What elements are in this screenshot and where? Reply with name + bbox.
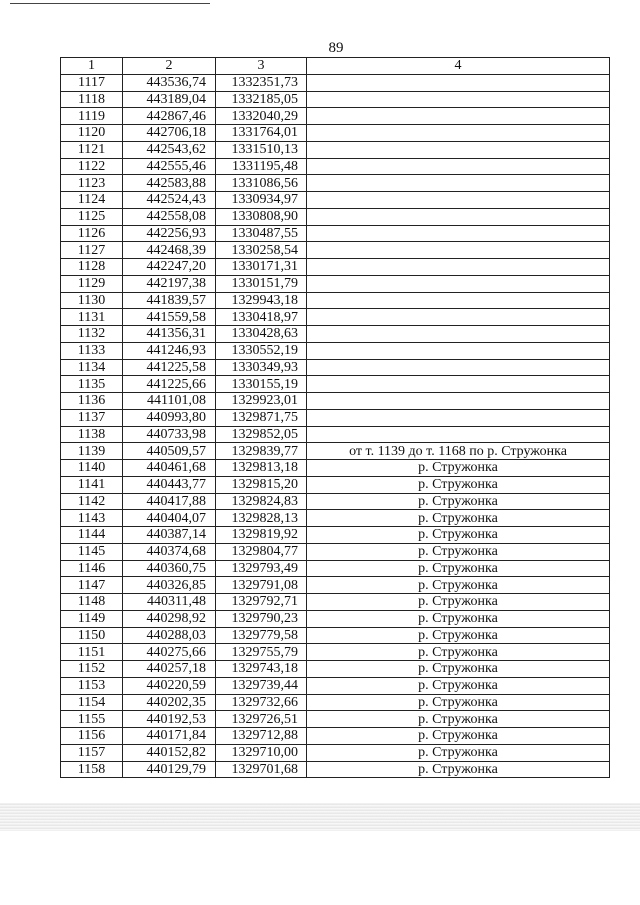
description-cell: р. Стружонка: [307, 744, 610, 761]
y-coordinate-cell: 1329871,75: [216, 409, 307, 426]
description-cell: [307, 259, 610, 276]
description-cell: [307, 158, 610, 175]
x-coordinate-cell: 440326,85: [123, 577, 216, 594]
point-number-cell: 1127: [61, 242, 123, 259]
table-row: [61, 527, 610, 544]
table-row: [61, 426, 610, 443]
description-cell: [307, 242, 610, 259]
y-coordinate-cell: 1330171,31: [216, 259, 307, 276]
point-number-cell: 1146: [61, 560, 123, 577]
x-coordinate-cell: 441101,08: [123, 393, 216, 410]
table-row: [61, 677, 610, 694]
x-coordinate-cell: 440171,84: [123, 728, 216, 745]
y-coordinate-cell: 1330349,93: [216, 359, 307, 376]
table-row: [61, 309, 610, 326]
x-coordinate-cell: 442197,38: [123, 275, 216, 292]
table-body: [61, 74, 610, 778]
point-number-cell: 1130: [61, 292, 123, 309]
point-number-cell: 1144: [61, 527, 123, 544]
table-row: [61, 275, 610, 292]
point-number-cell: 1142: [61, 493, 123, 510]
table-row: [61, 610, 610, 627]
x-coordinate-cell: 442524,43: [123, 192, 216, 209]
description-cell: [307, 192, 610, 209]
table-row: [61, 460, 610, 477]
header-point-number: 1: [61, 58, 123, 75]
table-row: [61, 493, 610, 510]
x-coordinate-cell: 442555,46: [123, 158, 216, 175]
y-coordinate-cell: 1329819,92: [216, 527, 307, 544]
x-coordinate-cell: 440387,14: [123, 527, 216, 544]
x-coordinate-cell: 440443,77: [123, 476, 216, 493]
x-coordinate-cell: 440404,07: [123, 510, 216, 527]
point-number-cell: 1149: [61, 610, 123, 627]
description-cell: [307, 342, 610, 359]
table-header-row: [61, 58, 610, 75]
x-coordinate-cell: 442706,18: [123, 125, 216, 142]
x-coordinate-cell: 441839,57: [123, 292, 216, 309]
table-row: [61, 242, 610, 259]
description-cell: р. Стружонка: [307, 527, 610, 544]
table-row: [61, 175, 610, 192]
table-row: [61, 543, 610, 560]
x-coordinate-cell: 440192,53: [123, 711, 216, 728]
y-coordinate-cell: 1329815,20: [216, 476, 307, 493]
x-coordinate-cell: 440288,03: [123, 627, 216, 644]
description-cell: [307, 309, 610, 326]
description-cell: [307, 175, 610, 192]
y-coordinate-cell: 1330552,19: [216, 342, 307, 359]
table-row: [61, 644, 610, 661]
table-row: [61, 661, 610, 678]
x-coordinate-cell: 440220,59: [123, 677, 216, 694]
x-coordinate-cell: 440298,92: [123, 610, 216, 627]
point-number-cell: 1123: [61, 175, 123, 192]
point-number-cell: 1118: [61, 91, 123, 108]
description-cell: р. Стружонка: [307, 510, 610, 527]
point-number-cell: 1122: [61, 158, 123, 175]
description-cell: р. Стружонка: [307, 594, 610, 611]
y-coordinate-cell: 1329755,79: [216, 644, 307, 661]
y-coordinate-cell: 1329712,88: [216, 728, 307, 745]
y-coordinate-cell: 1329828,13: [216, 510, 307, 527]
table-row: [61, 627, 610, 644]
y-coordinate-cell: 1329793,49: [216, 560, 307, 577]
x-coordinate-cell: 440129,79: [123, 761, 216, 778]
description-cell: от т. 1139 до т. 1168 по р. Стружонка: [307, 443, 610, 460]
point-number-cell: 1131: [61, 309, 123, 326]
table-row: [61, 225, 610, 242]
table-row: [61, 74, 610, 91]
y-coordinate-cell: 1329779,58: [216, 627, 307, 644]
point-number-cell: 1141: [61, 476, 123, 493]
point-number-cell: 1154: [61, 694, 123, 711]
x-coordinate-cell: 442543,62: [123, 141, 216, 158]
table-row: [61, 744, 610, 761]
x-coordinate-cell: 441225,58: [123, 359, 216, 376]
table-row: [61, 192, 610, 209]
description-cell: р. Стружонка: [307, 560, 610, 577]
point-number-cell: 1155: [61, 711, 123, 728]
point-number-cell: 1139: [61, 443, 123, 460]
description-cell: [307, 125, 610, 142]
y-coordinate-cell: 1331086,56: [216, 175, 307, 192]
y-coordinate-cell: 1329923,01: [216, 393, 307, 410]
point-number-cell: 1143: [61, 510, 123, 527]
x-coordinate-cell: 443189,04: [123, 91, 216, 108]
point-number-cell: 1136: [61, 393, 123, 410]
description-cell: [307, 208, 610, 225]
y-coordinate-cell: 1331764,01: [216, 125, 307, 142]
y-coordinate-cell: 1330155,19: [216, 376, 307, 393]
description-cell: р. Стружонка: [307, 728, 610, 745]
description-cell: р. Стружонка: [307, 493, 610, 510]
table-row: [61, 393, 610, 410]
point-number-cell: 1137: [61, 409, 123, 426]
point-number-cell: 1121: [61, 141, 123, 158]
x-coordinate-cell: 440152,82: [123, 744, 216, 761]
point-number-cell: 1152: [61, 661, 123, 678]
y-coordinate-cell: 1329791,08: [216, 577, 307, 594]
point-number-cell: 1119: [61, 108, 123, 125]
x-coordinate-cell: 442558,08: [123, 208, 216, 225]
table-row: [61, 560, 610, 577]
point-number-cell: 1150: [61, 627, 123, 644]
description-cell: [307, 376, 610, 393]
x-coordinate-cell: 442468,39: [123, 242, 216, 259]
y-coordinate-cell: 1331510,13: [216, 141, 307, 158]
y-coordinate-cell: 1332185,05: [216, 91, 307, 108]
x-coordinate-cell: 441246,93: [123, 342, 216, 359]
x-coordinate-cell: 440461,68: [123, 460, 216, 477]
y-coordinate-cell: 1332040,29: [216, 108, 307, 125]
point-number-cell: 1135: [61, 376, 123, 393]
point-number-cell: 1156: [61, 728, 123, 745]
description-cell: р. Стружонка: [307, 577, 610, 594]
y-coordinate-cell: 1332351,73: [216, 74, 307, 91]
description-cell: [307, 409, 610, 426]
point-number-cell: 1128: [61, 259, 123, 276]
x-coordinate-cell: 440360,75: [123, 560, 216, 577]
x-coordinate-cell: 442247,20: [123, 259, 216, 276]
point-number-cell: 1124: [61, 192, 123, 209]
x-coordinate-cell: 440733,98: [123, 426, 216, 443]
x-coordinate-cell: 440275,66: [123, 644, 216, 661]
scan-artifact: [0, 803, 640, 831]
y-coordinate-cell: 1329739,44: [216, 677, 307, 694]
y-coordinate-cell: 1329852,05: [216, 426, 307, 443]
x-coordinate-cell: 442583,88: [123, 175, 216, 192]
table-row: [61, 108, 610, 125]
y-coordinate-cell: 1329813,18: [216, 460, 307, 477]
x-coordinate-cell: 440202,35: [123, 694, 216, 711]
y-coordinate-cell: 1329804,77: [216, 543, 307, 560]
header-y-coordinate: 3: [216, 58, 307, 75]
description-cell: [307, 91, 610, 108]
y-coordinate-cell: 1329943,18: [216, 292, 307, 309]
table-row: [61, 761, 610, 778]
header-description: 4: [307, 58, 610, 75]
table-row: [61, 694, 610, 711]
description-cell: р. Стружонка: [307, 460, 610, 477]
point-number-cell: 1145: [61, 543, 123, 560]
description-cell: [307, 275, 610, 292]
table-row: [61, 208, 610, 225]
description-cell: [307, 108, 610, 125]
table-row: [61, 376, 610, 393]
table-row: [61, 259, 610, 276]
table-row: [61, 342, 610, 359]
description-cell: р. Стружонка: [307, 661, 610, 678]
table-row: [61, 91, 610, 108]
y-coordinate-cell: 1329732,66: [216, 694, 307, 711]
point-number-cell: 1151: [61, 644, 123, 661]
point-number-cell: 1147: [61, 577, 123, 594]
table-row: [61, 510, 610, 527]
point-number-cell: 1148: [61, 594, 123, 611]
description-cell: [307, 292, 610, 309]
x-coordinate-cell: 441559,58: [123, 309, 216, 326]
point-number-cell: 1158: [61, 761, 123, 778]
description-cell: [307, 326, 610, 343]
y-coordinate-cell: 1329792,71: [216, 594, 307, 611]
description-cell: р. Стружонка: [307, 610, 610, 627]
point-number-cell: 1138: [61, 426, 123, 443]
y-coordinate-cell: 1329726,51: [216, 711, 307, 728]
x-coordinate-cell: 441225,66: [123, 376, 216, 393]
point-number-cell: 1117: [61, 74, 123, 91]
x-coordinate-cell: 440509,57: [123, 443, 216, 460]
y-coordinate-cell: 1329743,18: [216, 661, 307, 678]
y-coordinate-cell: 1330487,55: [216, 225, 307, 242]
description-cell: р. Стружонка: [307, 694, 610, 711]
y-coordinate-cell: 1331195,48: [216, 158, 307, 175]
point-number-cell: 1134: [61, 359, 123, 376]
description-cell: [307, 393, 610, 410]
y-coordinate-cell: 1330428,63: [216, 326, 307, 343]
description-cell: р. Стружонка: [307, 677, 610, 694]
description-cell: р. Стружонка: [307, 711, 610, 728]
y-coordinate-cell: 1329790,23: [216, 610, 307, 627]
description-cell: [307, 359, 610, 376]
x-coordinate-cell: 443536,74: [123, 74, 216, 91]
description-cell: р. Стружонка: [307, 543, 610, 560]
table-row: [61, 728, 610, 745]
point-number-cell: 1129: [61, 275, 123, 292]
table-row: [61, 409, 610, 426]
table-row: [61, 577, 610, 594]
x-coordinate-cell: 442867,46: [123, 108, 216, 125]
x-coordinate-cell: 441356,31: [123, 326, 216, 343]
description-cell: р. Стружонка: [307, 761, 610, 778]
point-number-cell: 1120: [61, 125, 123, 142]
point-number-cell: 1153: [61, 677, 123, 694]
page-number: 89: [328, 40, 344, 56]
table-row: [61, 141, 610, 158]
table-row: [61, 292, 610, 309]
x-coordinate-cell: 440257,18: [123, 661, 216, 678]
point-number-cell: 1126: [61, 225, 123, 242]
y-coordinate-cell: 1330418,97: [216, 309, 307, 326]
description-cell: р. Стружонка: [307, 644, 610, 661]
header-x-coordinate: 2: [123, 58, 216, 75]
y-coordinate-cell: 1330258,54: [216, 242, 307, 259]
point-number-cell: 1133: [61, 342, 123, 359]
y-coordinate-cell: 1329824,83: [216, 493, 307, 510]
y-coordinate-cell: 1330934,97: [216, 192, 307, 209]
description-cell: [307, 225, 610, 242]
table-row: [61, 359, 610, 376]
top-rule: [10, 3, 210, 4]
table-row: [61, 594, 610, 611]
description-cell: р. Стружонка: [307, 476, 610, 493]
y-coordinate-cell: 1329710,00: [216, 744, 307, 761]
point-number-cell: 1125: [61, 208, 123, 225]
description-cell: [307, 141, 610, 158]
x-coordinate-cell: 440993,80: [123, 409, 216, 426]
point-number-cell: 1140: [61, 460, 123, 477]
y-coordinate-cell: 1329839,77: [216, 443, 307, 460]
coordinates-table: [60, 57, 610, 778]
table-row: [61, 125, 610, 142]
table-row: [61, 326, 610, 343]
description-cell: [307, 74, 610, 91]
y-coordinate-cell: 1329701,68: [216, 761, 307, 778]
x-coordinate-cell: 442256,93: [123, 225, 216, 242]
x-coordinate-cell: 440311,48: [123, 594, 216, 611]
point-number-cell: 1132: [61, 326, 123, 343]
table-row: [61, 158, 610, 175]
table-row: [61, 476, 610, 493]
description-cell: р. Стружонка: [307, 627, 610, 644]
table-row: [61, 711, 610, 728]
y-coordinate-cell: 1330808,90: [216, 208, 307, 225]
y-coordinate-cell: 1330151,79: [216, 275, 307, 292]
table-row: [61, 443, 610, 460]
point-number-cell: 1157: [61, 744, 123, 761]
description-cell: [307, 426, 610, 443]
x-coordinate-cell: 440374,68: [123, 543, 216, 560]
x-coordinate-cell: 440417,88: [123, 493, 216, 510]
